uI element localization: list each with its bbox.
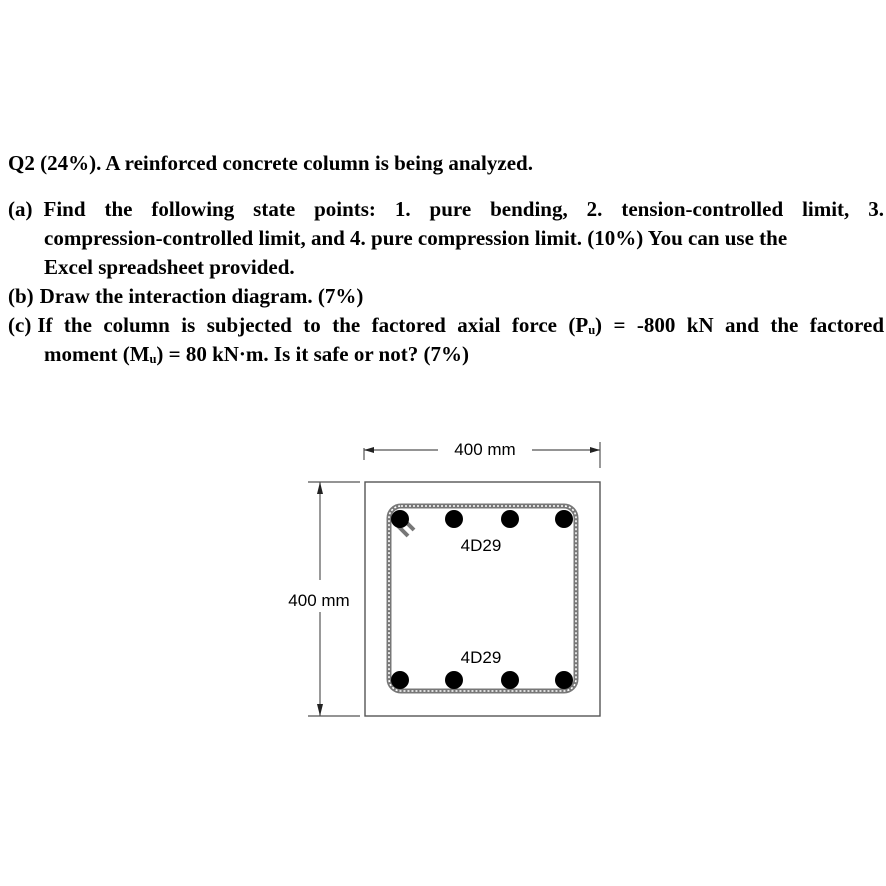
bottom-bars — [391, 671, 573, 689]
part-c-label: (c) — [8, 313, 32, 337]
rebar — [555, 510, 573, 528]
rebar — [555, 671, 573, 689]
rebar — [501, 510, 519, 528]
top-bars-label: 4D29 — [460, 536, 502, 555]
part-c-line2: moment (Mᵤ) = 80 kN·m. Is it safe or not? (7%) — [44, 342, 469, 366]
part-c — [8, 311, 884, 369]
arrow-down-icon — [317, 704, 323, 716]
rebar — [391, 510, 409, 528]
part-b — [8, 282, 884, 311]
part-a-line2: compression-controlled limit, and 4. pure compression limit. (10%) You can use the — [44, 226, 788, 250]
height-label: 400 mm — [288, 591, 350, 610]
arrow-left-icon — [364, 447, 374, 453]
arrow-right-icon — [590, 447, 600, 453]
bottom-bars-label: 4D29 — [460, 648, 502, 667]
part-c-line1: If the column is subjected to the factored axial force (Pᵤ) = -800 kN and the factored — [37, 313, 884, 337]
width-label: 400 mm — [454, 440, 516, 459]
part-b-line1: Draw the interaction diagram. (7%) — [39, 284, 364, 308]
part-a-line3: Excel spreadsheet provided. — [44, 255, 295, 279]
rebar — [445, 510, 463, 528]
part-a — [8, 195, 884, 282]
question-parts — [8, 195, 884, 369]
arrow-up-icon — [317, 482, 323, 494]
rebar — [501, 671, 519, 689]
height-dimension — [288, 482, 360, 716]
column-cross-section-figure — [270, 430, 620, 730]
part-b-label: (b) — [8, 284, 34, 308]
width-dimension — [364, 440, 600, 468]
question-title: Q2 (24%). A reinforced concrete column is being analyzed. — [8, 151, 533, 175]
rebar — [391, 671, 409, 689]
part-a-label: (a) — [8, 197, 33, 221]
top-bars — [391, 510, 573, 528]
rebar — [445, 671, 463, 689]
part-a-line1: Find the following state points: 1. pure bending, 2. tension-controlled limit, 3. — [43, 197, 884, 221]
column-cross-section-svg — [270, 430, 620, 730]
